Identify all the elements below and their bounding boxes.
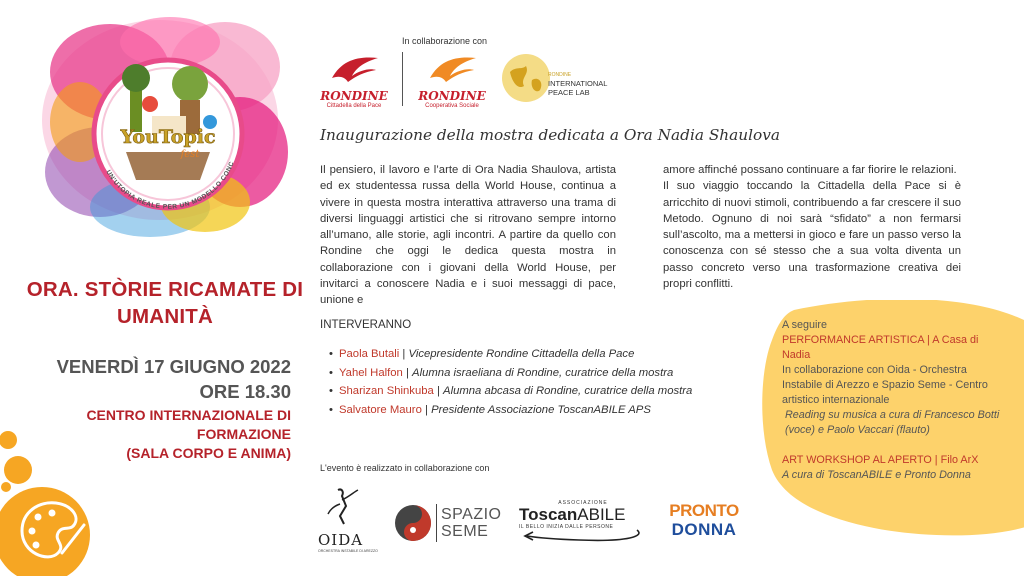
workshop-curators [782, 468, 1002, 483]
body-left-text: Il pensiero, il lavoro e l’arte di Ora Nadia Shaulova, artista ed ex studentessa russa della World House, continua a vivere in questa mostra interattiva attraverso una trama di diversi linguaggi artistici che si ritrovano sempre intorno all’umano, alle storie, agli incontri. A partire da quello con Rondine che oggi le dedica questa mostra in collaborazione con i giovani della World House, per invitarci a conoscere Nadia e i suoi messaggi di pace, unione e [320, 164, 616, 307]
pronto-donna-logo [668, 502, 740, 544]
peace-lab-small: RONDINE [548, 72, 572, 78]
pronto-text: PRONTO [669, 501, 739, 520]
speaker-name: Sharizan Shinkuba [338, 385, 434, 397]
speaker-role: Alumna abcasa di Rondine, curatrice della mostra [443, 385, 693, 397]
ws-pronto: Pronto Donna [904, 469, 971, 481]
spazio-seme-logo [394, 504, 502, 544]
ws-toscan: ToscanABILE [827, 469, 893, 481]
speaker-role: Presidente Associazione ToscanABILE APS [431, 403, 651, 416]
rondine-cittadella-logo [316, 54, 392, 109]
swallow-icon [316, 54, 392, 84]
spazio-divider [436, 504, 437, 542]
body-right-p2: Il suo viaggio toccando la Cittadella della Pace si è arricchito di nuovi stimoli, contribuendo a far crescere il suo Metodo. Ognuno di noi sarà “sfidato” a non fermarsi sull’ascolto, ma a mettersi in gioco e fare un passo verso la conoscenza con sé stesso che a sua volta diventa un passo concreto verso una trasformazione creativa dei propri conflitti. [663, 180, 961, 291]
speaker-sep: | [402, 366, 413, 379]
speaker-item [329, 364, 692, 383]
performance-title: PERFORMANCE ARTISTICA | A Casa di Nadia [782, 334, 979, 361]
toscan-a: Toscan [519, 505, 578, 524]
performance-collab [782, 363, 1002, 408]
speaker-sep: | [399, 348, 409, 360]
a-seguire-label: A seguire [782, 319, 828, 331]
orange-dots-decoration [0, 425, 110, 576]
speaker-item [329, 345, 692, 364]
perf-and: e [869, 379, 882, 391]
partners-divider [402, 52, 403, 106]
toscan-sub: IL BELLO INIZIA DALLE PERSONE [519, 524, 614, 530]
toscanabile-logo [519, 500, 647, 544]
rondine-coop-name: RONDINE [418, 89, 486, 103]
perf-pre: In collaborazione con [782, 364, 888, 376]
festival-ring-text: UN'UTOPIA REALE PER UN MODELLO CONC [104, 160, 236, 211]
peace-lab-line2: PEACE LAB [548, 88, 590, 97]
following-program [782, 318, 1002, 483]
speaker-item [329, 401, 692, 420]
event-place-line1: CENTRO INTERNAZIONALE DI [86, 407, 291, 423]
ws-pre: A cura di [782, 469, 828, 481]
event-time: ORE 18.30 [199, 381, 291, 402]
toscan-b: ABILE [577, 505, 626, 524]
perf-post: - Centro artistico internazionale [782, 379, 988, 406]
festival-logo-name: YouTopic [120, 126, 216, 148]
globe-icon [500, 52, 552, 104]
speaker-sep: | [421, 403, 432, 416]
donna-text: DONNA [671, 520, 737, 539]
oida-logo [318, 486, 378, 553]
spazio-line2: SEME [441, 523, 489, 540]
reading-info: Reading su musica a cura di Francesco Botti (voce) e Paolo Vaccari (flauto) [785, 409, 1000, 436]
toscanabile-name [519, 506, 647, 524]
rondine-sub: Cittadella della Pace [326, 103, 382, 109]
peace-lab-text [548, 79, 607, 97]
spazio-seme-text [441, 506, 502, 540]
speakers-heading: INTERVERANNO [320, 319, 412, 331]
speaker-role: Alumna israeliana di Rondine, curatrice della mostra [412, 366, 674, 379]
seed-icon [394, 504, 432, 542]
dancer-icon [318, 486, 374, 526]
swallow-icon [414, 54, 490, 84]
speaker-name: Yahel Halfon [338, 366, 403, 379]
partners-label: In collaborazione con [402, 36, 488, 46]
body-left-column [320, 162, 616, 309]
spacer [782, 438, 1002, 453]
body-right-p1: amore affinché possano continuare a far fiorire le relazioni. [663, 164, 957, 176]
swoosh-icon [519, 528, 647, 542]
toscan-assoc: ASSOCIAZIONE [558, 500, 608, 506]
peace-lab-line1: INTERNATIONAL [548, 79, 608, 88]
rondine-name: RONDINE [320, 89, 388, 103]
perf-spazio: Spazio Seme [881, 379, 946, 391]
event-place-line3: (SALA CORPO E ANIMA) [126, 445, 291, 461]
speakers-list [329, 345, 692, 419]
event-place-line2: FORMAZIONE [196, 426, 291, 442]
speaker-item [329, 382, 692, 401]
rondine-coop-sub: Cooperativa Sociale [425, 103, 479, 109]
event-date: VENERDÌ 17 GIUGNO 2022 [56, 356, 291, 377]
speaker-name: Salvatore Mauro [338, 403, 422, 416]
event-title-line2: UMANITÀ [117, 305, 213, 328]
event-title [20, 276, 310, 330]
body-right-column [663, 162, 961, 292]
sponsors-label: L'evento è realizzato in collaborazione con [320, 463, 490, 473]
festival-logo [40, 12, 290, 240]
oida-sub: ORCHESTRA INSTABILE DI AREZZO [318, 549, 378, 553]
oida-name: OIDA [318, 531, 364, 549]
festival-logo-tag: fest [180, 149, 200, 160]
speaker-name: Paola Butali [338, 348, 400, 360]
exhibition-heading: Inaugurazione della mostra dedicata a Ora Nadia Shaulova [320, 126, 780, 144]
spazio-line1: SPAZIO [441, 506, 502, 523]
ws-and: e [892, 469, 905, 481]
event-place [86, 406, 291, 463]
speaker-sep: | [433, 385, 444, 397]
speaker-role: Vicepresidente Rondine Cittadella della Pace [408, 348, 635, 360]
workshop-title: ART WORKSHOP AL APERTO | Filo ArX [782, 454, 979, 466]
rondine-coop-logo [414, 54, 490, 109]
peace-lab-logo [500, 52, 620, 104]
event-title-line1: ORA. STÒRIE RICAMATE DI [26, 278, 304, 301]
perf-oida: Oida - Orchestra Instabile di Arezzo [782, 364, 967, 391]
